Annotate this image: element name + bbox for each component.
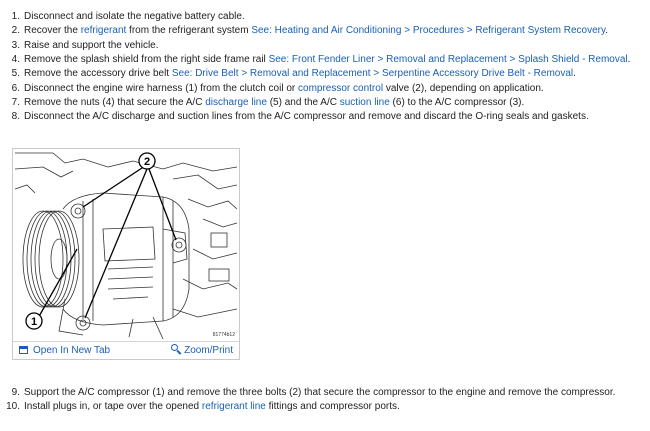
figure-toolbar bbox=[13, 341, 239, 360]
zoom-print-link[interactable] bbox=[171, 343, 233, 359]
step-text bbox=[24, 82, 544, 96]
step-number: 9. bbox=[11, 387, 20, 398]
step-link[interactable]: See: Front Fender Liner > Removal and Replacement > Splash Shield - Removal bbox=[268, 53, 628, 65]
callout-2-label: 2 bbox=[143, 156, 151, 168]
step-text-part: Install plugs in, or tape over the opened bbox=[24, 401, 202, 412]
step-text bbox=[24, 10, 245, 24]
step-text bbox=[24, 39, 159, 53]
step-text bbox=[24, 96, 524, 110]
step-link[interactable]: discharge line bbox=[205, 96, 267, 108]
step-text-part: Disconnect the engine wire harness (1) from the clutch coil or bbox=[24, 82, 299, 94]
compressor-illustration bbox=[13, 149, 239, 341]
step-text-part: Disconnect and isolate the negative battery cable. bbox=[24, 11, 245, 22]
step-number: 8. bbox=[11, 111, 20, 123]
step-number: 10. bbox=[6, 401, 20, 412]
step-text-part: Disconnect the A/C discharge and suction lines from the A/C compressor and remove and discard the O-ring seals and gaskets. bbox=[24, 111, 589, 123]
callout-1-label: 1 bbox=[30, 316, 38, 328]
figure-code: 81774b12 bbox=[212, 332, 235, 338]
step-number: 3. bbox=[11, 39, 20, 51]
step-text-part: . bbox=[573, 68, 576, 80]
step-link[interactable]: refrigerant line bbox=[201, 401, 266, 412]
step-text-part: Remove the splash shield from the right side frame rail bbox=[24, 53, 269, 65]
step-text-part: Support the A/C compressor (1) and remove the three bolts (2) that secure the compressor to the engine and remove the compressor. bbox=[24, 387, 616, 398]
step-text bbox=[24, 386, 615, 400]
step-text-part: from the refrigerant system bbox=[126, 25, 252, 37]
zoom-print-label: Zoom/Print bbox=[184, 345, 233, 356]
step-link[interactable]: refrigerant bbox=[80, 25, 127, 37]
step-text bbox=[24, 24, 608, 38]
step-text-part: Remove the nuts (4) that secure the A/C bbox=[24, 96, 206, 108]
step-text bbox=[24, 53, 630, 67]
step-text-part: Recover the bbox=[24, 25, 81, 37]
step-text bbox=[24, 67, 576, 81]
step-text-part: Raise and support the vehicle. bbox=[24, 39, 159, 51]
step-link[interactable]: See: Heating and Air Conditioning > Procedures > Refrigerant System Recovery bbox=[251, 25, 606, 37]
step-number: 7. bbox=[11, 96, 20, 108]
step-text bbox=[24, 400, 400, 414]
step-link[interactable]: suction line bbox=[339, 96, 390, 108]
step-number: 6. bbox=[11, 82, 20, 94]
step-number: 4. bbox=[11, 53, 20, 65]
step-text-part: (5) and the A/C bbox=[266, 96, 340, 108]
step-text-part: (6) to the A/C compressor (3). bbox=[389, 96, 525, 108]
step-number: 1. bbox=[11, 11, 20, 22]
step-number: 5. bbox=[11, 68, 20, 80]
open-in-new-tab-link[interactable] bbox=[19, 343, 110, 359]
step-link[interactable]: See: Drive Belt > Removal and Replacement > Serpentine Accessory Drive Belt - Removal bbox=[171, 68, 574, 80]
step-text-part: fittings and compressor ports. bbox=[265, 401, 400, 412]
compressor-figure bbox=[12, 148, 240, 360]
step-link[interactable]: compressor control bbox=[298, 82, 384, 94]
step-text-part: . bbox=[605, 25, 609, 37]
step-number: 2. bbox=[11, 25, 20, 37]
step-text-part: . bbox=[627, 53, 631, 65]
magnifier-icon bbox=[171, 344, 181, 354]
step-text-part: Remove the accessory drive belt bbox=[24, 68, 172, 80]
step-text bbox=[24, 110, 589, 124]
step-text-part: valve (2), depending on application. bbox=[383, 82, 544, 94]
open-in-new-tab-label: Open In New Tab bbox=[33, 345, 111, 356]
open-new-tab-icon bbox=[19, 346, 28, 354]
